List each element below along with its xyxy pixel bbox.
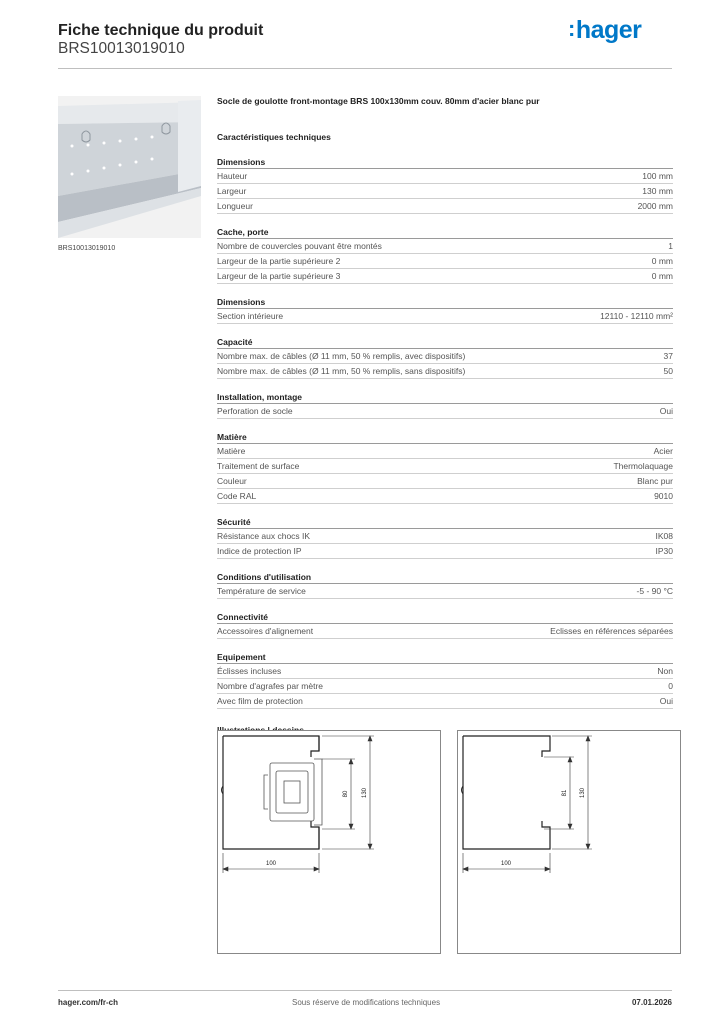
footer-date: 07.01.2026: [631, 998, 672, 1007]
page-title: Fiche technique du produit: [58, 22, 264, 39]
spec-label: Nombre max. de câbles (Ø 11 mm, 50 % remplis, sans dispositifs): [217, 366, 466, 376]
section-title: Matière: [217, 431, 673, 444]
spec-row: [217, 529, 673, 544]
section-title: Capacité: [217, 336, 673, 349]
drawing2-height-label: 130: [580, 787, 586, 799]
hager-logo: [568, 16, 641, 45]
spec-label: Perforation de socle: [217, 406, 293, 416]
spec-label: Nombre de couvercles pouvant être montés: [217, 241, 382, 251]
section-title: Conditions d'utilisation: [217, 571, 673, 584]
drawing1-width-label: 100: [265, 861, 277, 867]
spec-section: [217, 336, 673, 379]
spec-row: [217, 169, 673, 184]
spec-row: [217, 679, 673, 694]
spec-label: Largeur: [217, 186, 247, 196]
spec-row: [217, 269, 673, 284]
spec-row: [217, 349, 673, 364]
spec-section: [217, 296, 673, 324]
section-title: Cache, porte: [217, 226, 673, 239]
spec-section: [217, 156, 673, 214]
spec-value: Non: [657, 666, 673, 676]
spec-section: [217, 611, 673, 639]
spec-value: Oui: [659, 406, 673, 416]
spec-value: IK08: [655, 531, 673, 541]
spec-value: 100 mm: [642, 171, 673, 181]
section-title: Sécurité: [217, 516, 673, 529]
spec-label: Hauteur: [217, 171, 248, 181]
spec-row: [217, 459, 673, 474]
photo-caption: BRS10013019010: [58, 245, 116, 252]
logo-mark: :: [568, 16, 575, 41]
spec-section: [217, 651, 673, 709]
footer-website-link[interactable]: hager.com/fr-ch: [58, 998, 119, 1007]
spec-value: 50: [663, 366, 673, 376]
drawing1-height-label: 130: [362, 787, 368, 799]
spec-section: [217, 431, 673, 504]
section-title: Equipement: [217, 651, 673, 664]
spec-row: [217, 309, 673, 324]
spec-row: [217, 694, 673, 709]
spec-value: 12110 - 12110 mm²: [600, 311, 673, 321]
specs-column: [217, 96, 673, 735]
spec-value: Eclisses en références séparées: [550, 626, 673, 636]
spec-value: 0 mm: [651, 256, 673, 266]
spec-row: [217, 474, 673, 489]
product-photo: [58, 96, 201, 238]
spec-row: [217, 444, 673, 459]
spec-value: 0 mm: [651, 271, 673, 281]
spec-label: Résistance aux chocs IK: [217, 531, 311, 541]
spec-row: [217, 584, 673, 599]
spec-label: Matière: [217, 446, 246, 456]
footer-divider: [58, 990, 672, 991]
spec-value: 0: [668, 681, 673, 691]
spec-row: [217, 404, 673, 419]
spec-label: Avec film de protection: [217, 696, 303, 706]
spec-row: [217, 199, 673, 214]
spec-value: Oui: [659, 696, 673, 706]
spec-value: Thermolaquage: [613, 461, 673, 471]
spec-value: 9010: [654, 491, 673, 501]
product-code: BRS10013019010: [58, 40, 185, 57]
tech-title: Caractéristiques techniques: [217, 132, 331, 142]
spec-section: [217, 391, 673, 419]
spec-value: Blanc pur: [637, 476, 673, 486]
spec-label: Longueur: [217, 201, 253, 211]
spec-label: Nombre max. de câbles (Ø 11 mm, 50 % remplis, avec dispositifs): [217, 351, 466, 361]
spec-value: IP30: [655, 546, 673, 556]
spec-row: [217, 364, 673, 379]
drawing2-inner-label: 81: [562, 789, 568, 797]
spec-section: [217, 226, 673, 284]
spec-value: 2000 mm: [637, 201, 673, 211]
section-title: Dimensions: [217, 156, 673, 169]
spec-row: [217, 254, 673, 269]
spec-row: [217, 544, 673, 559]
spec-value: Acier: [653, 446, 673, 456]
spec-label: Largeur de la partie supérieure 2: [217, 256, 341, 266]
spec-value: 1: [668, 241, 673, 251]
spec-label: Couleur: [217, 476, 247, 486]
spec-value: 37: [663, 351, 673, 361]
spec-label: Éclisses incluses: [217, 666, 282, 676]
footer-disclaimer: Sous réserve de modifications techniques: [292, 998, 441, 1007]
section-title: Connectivité: [217, 611, 673, 624]
spec-section: [217, 516, 673, 559]
spec-label: Indice de protection IP: [217, 546, 302, 556]
spec-label: Code RAL: [217, 491, 257, 501]
spec-label: Température de service: [217, 586, 306, 596]
spec-label: Largeur de la partie supérieure 3: [217, 271, 341, 281]
section-title: Installation, montage: [217, 391, 673, 404]
spec-value: -5 - 90 °C: [636, 586, 673, 596]
technical-drawing-2: [457, 730, 681, 954]
section-title: Dimensions: [217, 296, 673, 309]
spec-value: 130 mm: [642, 186, 673, 196]
logo-text: hager: [575, 16, 642, 44]
spec-row: [217, 624, 673, 639]
spec-row: [217, 489, 673, 504]
spec-label: Traitement de surface: [217, 461, 300, 471]
spec-label: Section intérieure: [217, 311, 284, 321]
spec-row: [217, 664, 673, 679]
spec-row: [217, 184, 673, 199]
spec-label: Nombre d'agrafes par mètre: [217, 681, 324, 691]
technical-drawing-1: [217, 730, 441, 954]
spec-row: [217, 239, 673, 254]
spec-section: [217, 571, 673, 599]
header-divider: [58, 68, 672, 69]
spec-label: Accessoires d'alignement: [217, 626, 314, 636]
product-title: Socle de goulotte front-montage BRS 100x130mm couv. 80mm d'acier blanc pur: [217, 96, 540, 106]
drawing2-width-label: 100: [500, 861, 512, 867]
drawing1-inner-label: 80: [343, 790, 349, 798]
